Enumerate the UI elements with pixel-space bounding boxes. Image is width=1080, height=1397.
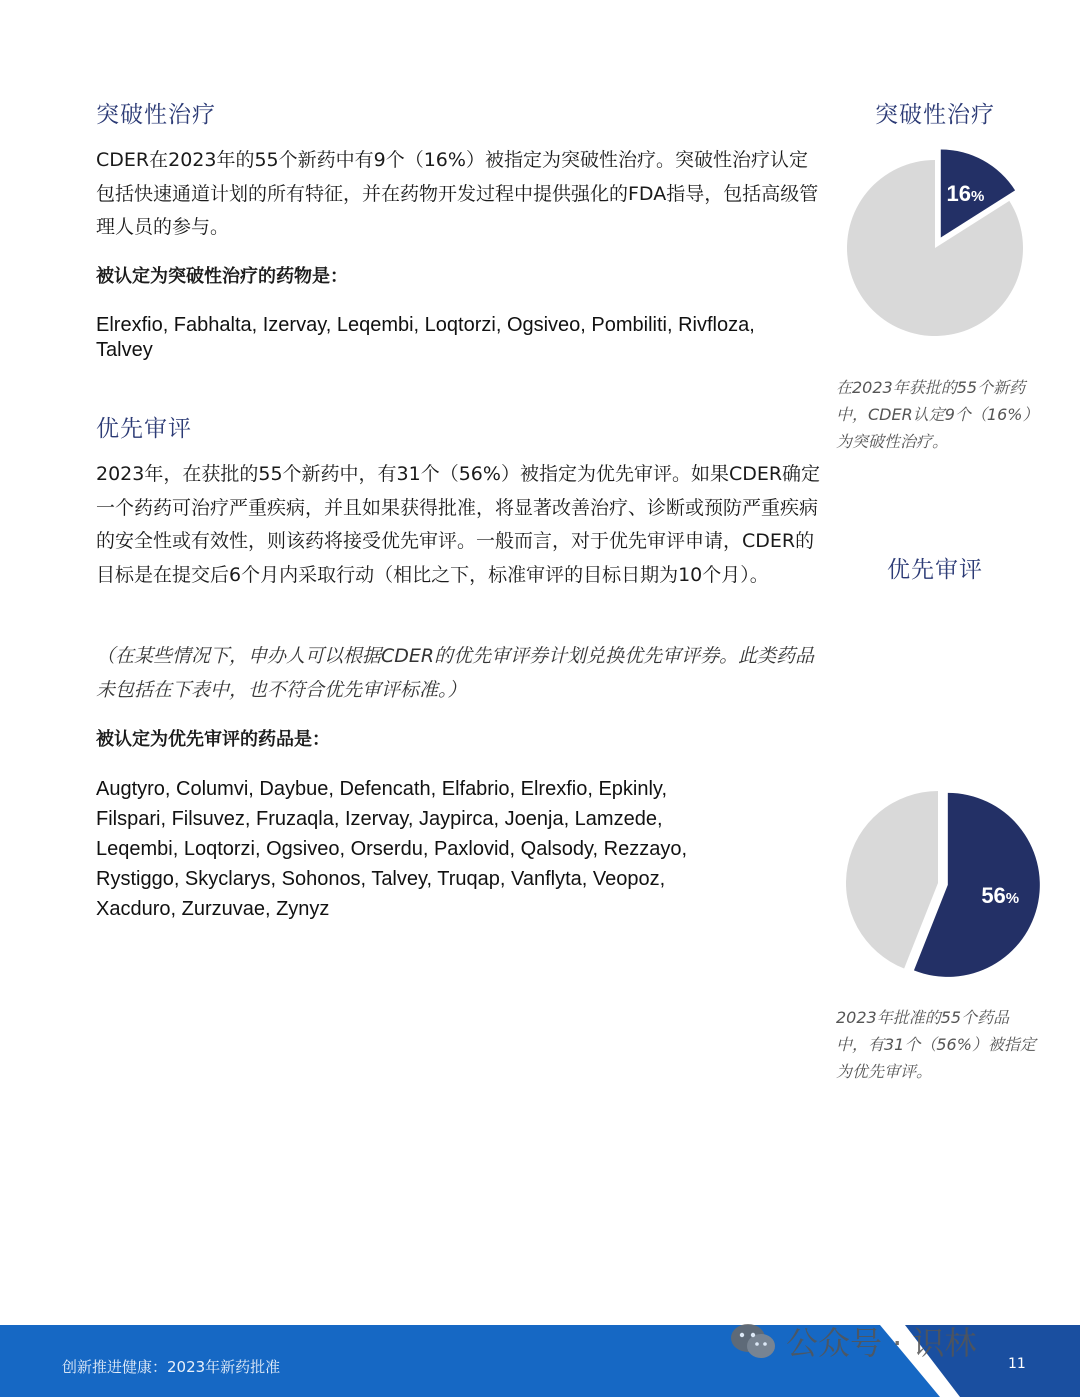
- breakthrough-body: CDER在2023年的55个新药中有9个（16%）被指定为突破性治疗。突破性治疗认定包括快速通道计划的所有特征，并在药物开发过程中提供强化的FDA指导，包括高级管理人员的参与。: [96, 149, 819, 238]
- pie-label-breakthrough: 16%: [946, 180, 985, 206]
- breakthrough-caption: 在2023年获批的55个新药中，CDER认定9个（16%）为突破性治疗。: [836, 378, 1039, 451]
- priority-pie-chart: [838, 775, 1048, 995]
- section-title-breakthrough: 突破性治疗: [96, 102, 216, 128]
- breakthrough-list-heading: 被认定为突破性治疗的药物是：: [96, 266, 348, 287]
- breakthrough-pie-chart: [840, 140, 1040, 350]
- section-title-priority: 优先审评: [96, 416, 192, 442]
- footer-title: 创新推进健康：2023年新药批准: [62, 1358, 281, 1376]
- pie-label-priority: 56%: [981, 882, 1020, 908]
- breakthrough-drug-list: Elrexfio, Fabhalta, Izervay, Leqembi, Loqtorzi, Ogsiveo, Pombiliti, Rivfloza, Talvey: [96, 314, 755, 361]
- pie-slice-other: [846, 791, 938, 969]
- priority-drug-list: Augtyro, Columvi, Daybue, Defencath, Elfabrio, Elrexfio, Epkinly, Filspari, Filsuvez, Fruzaqla, Izervay, Jaypirca, Joenja, Lamzede, Leqembi, Loqtorzi, Ogsiveo, Orserdu, Paxlovid, Qalsody, Rezzayo, Rystiggo, Skyclarys, Sohonos, Talvey, Truqap, Vanflyta, Veopoz, Xacduro, Zurzuvae, Zynyz: [96, 778, 688, 920]
- page-number: 11: [1008, 1356, 1026, 1372]
- priority-caption: 2023年批准的55个药品中，有31个（56%）被指定为优先审评。: [836, 1008, 1036, 1081]
- priority-note: （在某些情况下，申办人可以根据CDER的优先审评券计划兑换优先审评券。此类药品未包括在下表中，也不符合优先审评标准。）: [96, 645, 815, 701]
- watermark-text: 公众号 · 识林: [786, 1324, 977, 1362]
- sidebar-title-breakthrough: 突破性治疗: [875, 102, 995, 128]
- priority-body: 2023年，在获批的55个新药中，有31个（56%）被指定为优先审评。如果CDER确定一个药药可治疗严重疾病，并且如果获得批准，将显著改善治疗、诊断或预防严重疾病的安全性或有效性，则该药将接受优先审评。一般而言，对于优先审评申请，CDER的目标是在提交后6个月内采取行动（相比之下，标准审评的目标日期为10个月）。: [96, 463, 821, 586]
- priority-list-heading: 被认定为优先审评的药品是：: [96, 729, 330, 750]
- sidebar-title-priority: 优先审评: [887, 557, 983, 583]
- wechat-icon: [730, 1322, 776, 1360]
- wechat-watermark: [730, 1318, 977, 1364]
